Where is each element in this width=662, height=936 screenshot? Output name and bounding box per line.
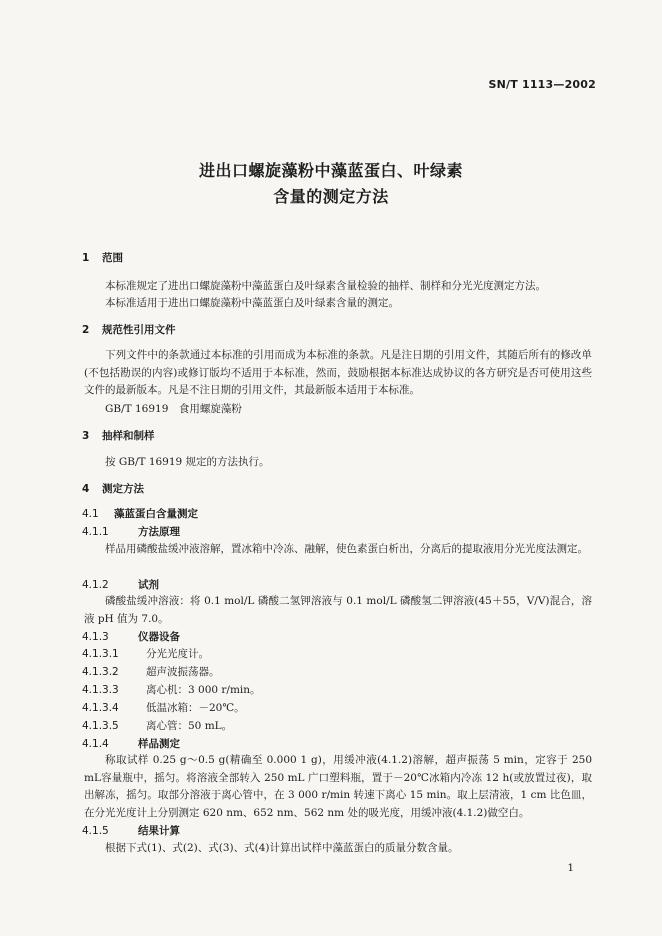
item-number: 4.1.3.5 — [82, 720, 119, 732]
section-number: 4 — [82, 483, 90, 495]
section-number: 4.1 — [82, 508, 99, 520]
equipment-item — [82, 700, 245, 717]
section-title: 样品测定 — [138, 738, 180, 750]
item-number: 4.1.3.3 — [82, 684, 119, 696]
section-title: 抽样和制样 — [102, 430, 155, 442]
normative-reference: GB/T 16919 食用螺旋藻粉 — [105, 403, 242, 415]
item-number: 4.1.3.2 — [82, 666, 119, 678]
section-number: 4.1.2 — [82, 579, 109, 591]
section-title: 测定方法 — [102, 483, 144, 495]
section-4-1-5-paragraph: 根据下式(1)、式(2)、式(3)、式(4)计算出试样中藻蓝蛋白的质量分数含量。 — [105, 842, 459, 854]
section-number: 4.1.3 — [82, 631, 109, 643]
section-4-1-3-heading — [82, 629, 180, 644]
section-number: 4.1.1 — [82, 526, 109, 538]
section-number: 4.1.4 — [82, 738, 109, 750]
section-4-1-5-heading — [82, 823, 180, 838]
section-4-1-1-heading — [82, 524, 180, 539]
section-2-heading — [82, 322, 176, 337]
section-1-paragraph-1: 本标准规定了进出口螺旋藻粉中藻蓝蛋白及叶绿素含量检验的抽样、制样和分光光度测定方法。 — [105, 280, 546, 292]
item-text: 分光光度计。 — [146, 648, 209, 660]
section-4-heading — [82, 481, 144, 496]
section-number: 4.1.5 — [82, 825, 109, 837]
section-3-paragraph: 按 GB/T 16919 规定的方法执行。 — [105, 456, 270, 468]
document-title-line-2: 含量的测定方法 — [273, 187, 389, 206]
section-number: 1 — [82, 252, 90, 264]
page-number: 1 — [567, 862, 574, 874]
standard-number: SN/T 1113—2002 — [488, 78, 596, 91]
section-4-1-4-heading — [82, 736, 180, 751]
section-1-heading — [82, 250, 123, 265]
item-text: 低温冰箱：－20℃。 — [146, 702, 245, 714]
equipment-item — [82, 682, 261, 699]
document-title-line-1: 进出口螺旋藻粉中藻蓝蛋白、叶绿素 — [198, 161, 463, 180]
equipment-item — [82, 646, 209, 663]
section-title: 试剂 — [138, 579, 159, 591]
section-4-1-heading — [82, 506, 198, 521]
section-title: 范围 — [102, 252, 123, 264]
section-number: 3 — [82, 430, 90, 442]
section-4-1-2-paragraph: 磷酸盐缓冲溶液：将 0.1 mol/L 磷酸二氢钾溶液与 0.1 mol/L 磷酸氢二钾溶液(45＋55，V/V)混合，溶液 pH 值为 7.0。 — [84, 595, 592, 625]
section-title: 仪器设备 — [138, 631, 180, 643]
section-4-1-4-paragraph: 称取试样 0.25 g～0.5 g(精确至 0.000 1 g)，用缓冲液(4.1.2)溶解，超声振荡 5 min，定容于 250 mL容量瓶中，摇匀。将溶液全部转入 250 mL 广口塑料瓶，置于－20℃冰箱内冷冻 12 h(或放置过夜)，取出解冻，摇匀。取部分溶液于离心管中，在 3 000 r/min 转速下离心 15 min。取上层清液，1 cm 比色皿，在分光光度计上分别测定 620 nm、652 nm、562 nm 处的吸光度，用缓冲液(4.1.2)做空白。 — [84, 754, 592, 819]
section-4-1-2-heading — [82, 577, 159, 592]
section-4-1-1-paragraph: 样品用磷酸盐缓冲液溶解，置冰箱中冷冻、融解，使色素蛋白析出，分离后的提取液用分光光度法测定。 — [105, 543, 588, 555]
section-number: 2 — [82, 324, 90, 336]
section-title: 藻蓝蛋白含量测定 — [114, 508, 198, 520]
section-title: 方法原理 — [138, 526, 180, 538]
item-number: 4.1.3.4 — [82, 702, 119, 714]
item-text: 超声波振荡器。 — [146, 666, 220, 678]
equipment-item — [82, 664, 220, 681]
equipment-item — [82, 718, 232, 735]
section-2-paragraph: 下列文件中的条款通过本标准的引用而成为本标准的条款。凡是注日期的引用文件，其随后所有的修改单(不包括勘误的内容)或修订版均不适用于本标准，然而，鼓励根据本标准达成协议的各方研究是否可使用这些文件的最新版本。凡是不注日期的引用文件，其最新版本适用于本标准。 — [84, 349, 592, 397]
item-number: 4.1.3.1 — [82, 648, 119, 660]
item-text: 离心机：3 000 r/min。 — [146, 684, 261, 696]
section-title: 结果计算 — [138, 825, 180, 837]
item-text: 离心管：50 mL。 — [146, 720, 233, 732]
section-1-paragraph-2: 本标准适用于进出口螺旋藻粉中藻蓝蛋白及叶绿素含量的测定。 — [105, 297, 399, 309]
section-title: 规范性引用文件 — [102, 324, 176, 336]
section-3-heading — [82, 428, 155, 443]
